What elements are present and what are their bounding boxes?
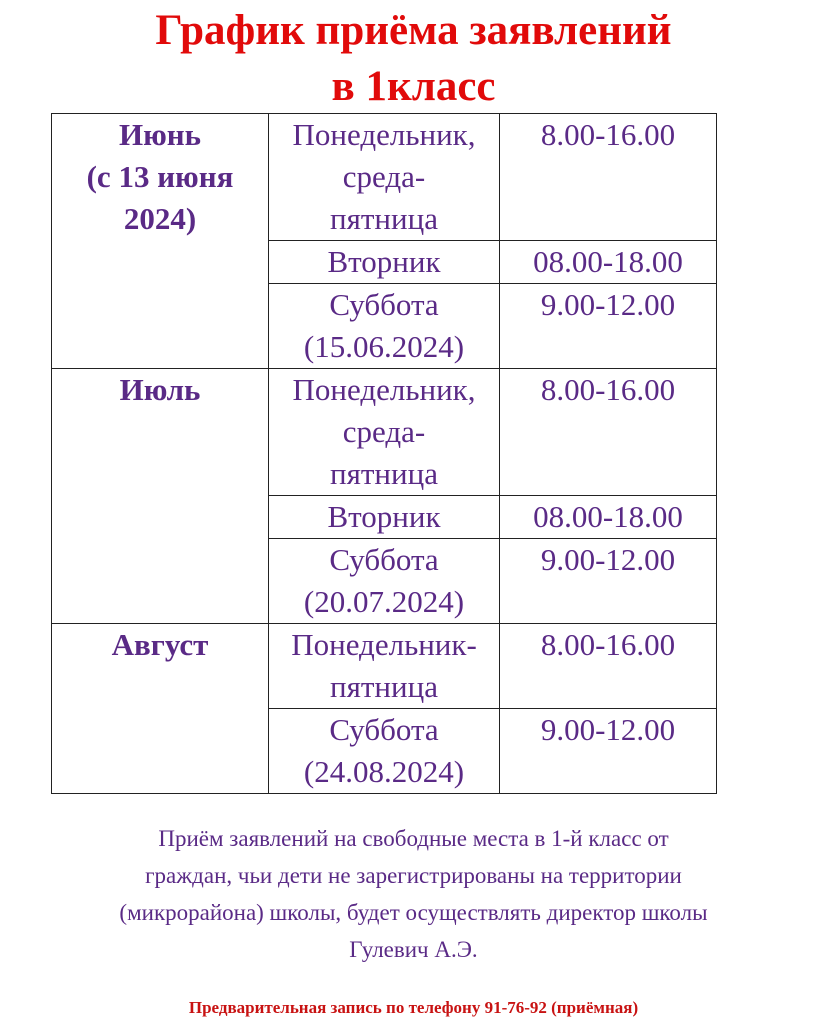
days-label: Вторник xyxy=(327,244,441,279)
days-label: Понедельник, xyxy=(292,372,476,407)
time-cell xyxy=(500,709,717,794)
time-cell xyxy=(500,369,717,496)
note-line: (микрорайона) школы, будет осуществлять директор школы xyxy=(119,900,708,925)
days-label: (15.06.2024) xyxy=(303,329,465,364)
table-row-june-weekdays xyxy=(52,114,717,241)
table-row-july-weekdays xyxy=(52,369,717,496)
time-label: 9.00-12.00 xyxy=(540,712,676,747)
month-label: Июнь xyxy=(118,117,202,152)
page-title-line-1: График приёма заявлений xyxy=(155,7,672,54)
days-cell xyxy=(269,624,500,709)
days-label: Понедельник, xyxy=(292,117,476,152)
time-label: 8.00-16.00 xyxy=(540,372,676,407)
time-cell xyxy=(500,241,717,284)
time-label: 8.00-16.00 xyxy=(540,117,676,152)
note-line: граждан, чьи дети не зарегистрированы на территории xyxy=(145,863,682,888)
days-label: среда- xyxy=(342,159,426,194)
table-row-august-weekdays xyxy=(52,624,717,709)
month-label: Июль xyxy=(119,372,201,407)
time-label: 08.00-18.00 xyxy=(533,244,683,279)
days-label: пятница xyxy=(330,201,438,236)
days-label: Понедельник- xyxy=(291,627,477,662)
time-cell xyxy=(500,496,717,539)
days-label: Суббота xyxy=(329,712,439,747)
time-label: 9.00-12.00 xyxy=(540,542,676,577)
note-line: Гулевич А.Э. xyxy=(349,937,478,962)
time-label: 9.00-12.00 xyxy=(540,287,676,322)
days-cell xyxy=(269,539,500,624)
month-cell-june xyxy=(52,114,269,369)
days-label: (20.07.2024) xyxy=(303,584,465,619)
days-label: Суббота xyxy=(329,542,439,577)
days-cell xyxy=(269,496,500,539)
days-cell xyxy=(269,284,500,369)
days-label: (24.08.2024) xyxy=(303,754,465,789)
days-cell xyxy=(269,369,500,496)
phone-registration-note: Предварительная запись по телефону 91-76-92 (приёмная) xyxy=(188,998,639,1017)
time-cell xyxy=(500,539,717,624)
time-label: 8.00-16.00 xyxy=(540,627,676,662)
note-line: Приём заявлений на свободные места в 1-й класс от xyxy=(158,826,669,851)
schedule-table xyxy=(51,113,717,794)
time-cell xyxy=(500,624,717,709)
time-cell xyxy=(500,114,717,241)
days-label: пятница xyxy=(330,669,438,704)
days-label: пятница xyxy=(330,456,438,491)
days-label: Суббота xyxy=(329,287,439,322)
days-label: среда- xyxy=(342,414,426,449)
days-label: Вторник xyxy=(327,499,441,534)
month-label: Август xyxy=(111,627,209,662)
time-label: 08.00-18.00 xyxy=(533,499,683,534)
time-cell xyxy=(500,284,717,369)
page-title-line-2: в 1класс xyxy=(331,63,496,110)
days-cell xyxy=(269,709,500,794)
days-cell xyxy=(269,114,500,241)
days-cell xyxy=(269,241,500,284)
enrollment-note xyxy=(40,820,787,968)
month-label: 2024) xyxy=(123,201,197,236)
month-cell-july xyxy=(52,369,269,624)
month-cell-august xyxy=(52,624,269,794)
month-label: (с 13 июня xyxy=(86,159,234,194)
